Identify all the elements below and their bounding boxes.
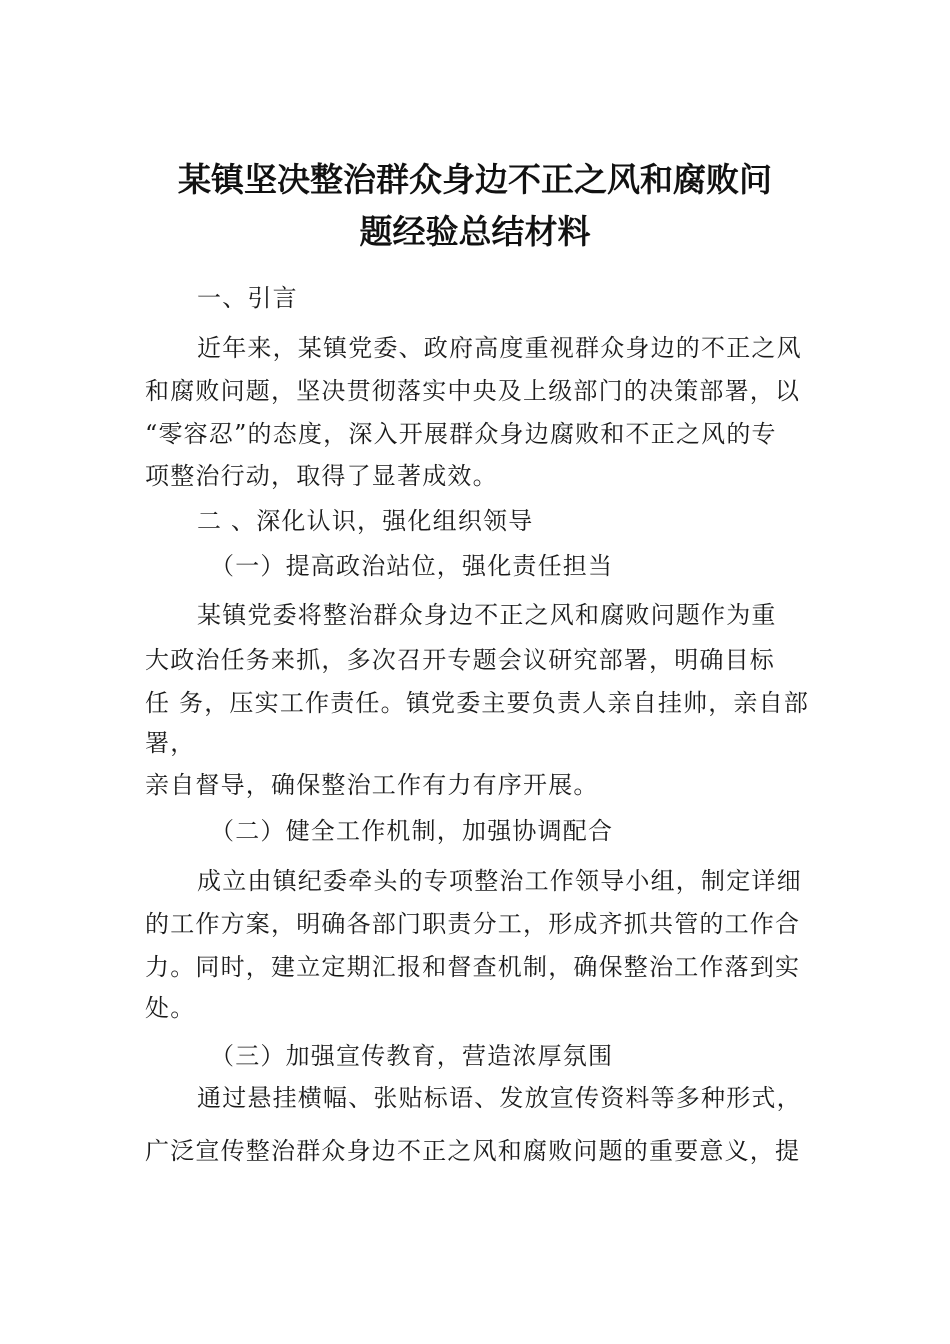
paragraph-line: “零容忍”的态度，深入开展群众身边腐败和不正之风的专 — [145, 420, 777, 448]
paragraph-line: 亲自督导，确保整治工作有力有序开展。 — [145, 771, 599, 799]
section-heading-introduction: 一、引言 — [197, 284, 298, 312]
paragraph-line: 近年来，某镇党委、政府高度重视群众身边的不正之风 — [197, 334, 802, 362]
subsection-heading-1: （一）提高政治站位，强化责任担当 — [210, 552, 614, 580]
subsection-heading-2: （二）健全工作机制，加强协调配合 — [210, 817, 614, 845]
paragraph-line: 通过悬挂横幅、张贴标语、发放宣传资料等多种形式， — [197, 1084, 802, 1112]
paragraph-line: 署， — [145, 729, 196, 757]
document-title-line-1: 某镇坚决整治群众身边不正之风和腐败问 — [178, 160, 772, 199]
paragraph-line: 力。同时，建立定期汇报和督查机制，确保整治工作落到实 — [145, 953, 801, 981]
paragraph-line: 的工作方案，明确各部门职责分工，形成齐抓共管的工作合 — [145, 910, 801, 938]
subsection-heading-3: （三）加强宣传教育，营造浓厚氛围 — [210, 1042, 614, 1070]
paragraph-line: 成立由镇纪委牵头的专项整治工作领导小组，制定详细 — [197, 867, 802, 895]
paragraph-line: 处。 — [145, 994, 196, 1022]
section-heading-leadership: 二 、深化认识，强化组织领导 — [197, 507, 534, 535]
paragraph-line: 和腐败问题，坚决贯彻落实中央及上级部门的决策部署，以 — [145, 377, 801, 405]
document-title-line-2: 题经验总结材料 — [359, 212, 591, 251]
paragraph-line: 项整治行动，取得了显著成效。 — [145, 462, 498, 490]
paragraph-line: 大政治任务来抓，多次召开专题会议研究部署，明确目标 — [145, 646, 775, 674]
paragraph-line: 任 务，压实工作责任。镇党委主要负责人亲自挂帅，亲自部 — [145, 689, 810, 717]
paragraph-line: 广泛宣传整治群众身边不正之风和腐败问题的重要意义，提 — [145, 1137, 801, 1165]
paragraph-line: 某镇党委将整治群众身边不正之风和腐败问题作为重 — [197, 601, 777, 629]
